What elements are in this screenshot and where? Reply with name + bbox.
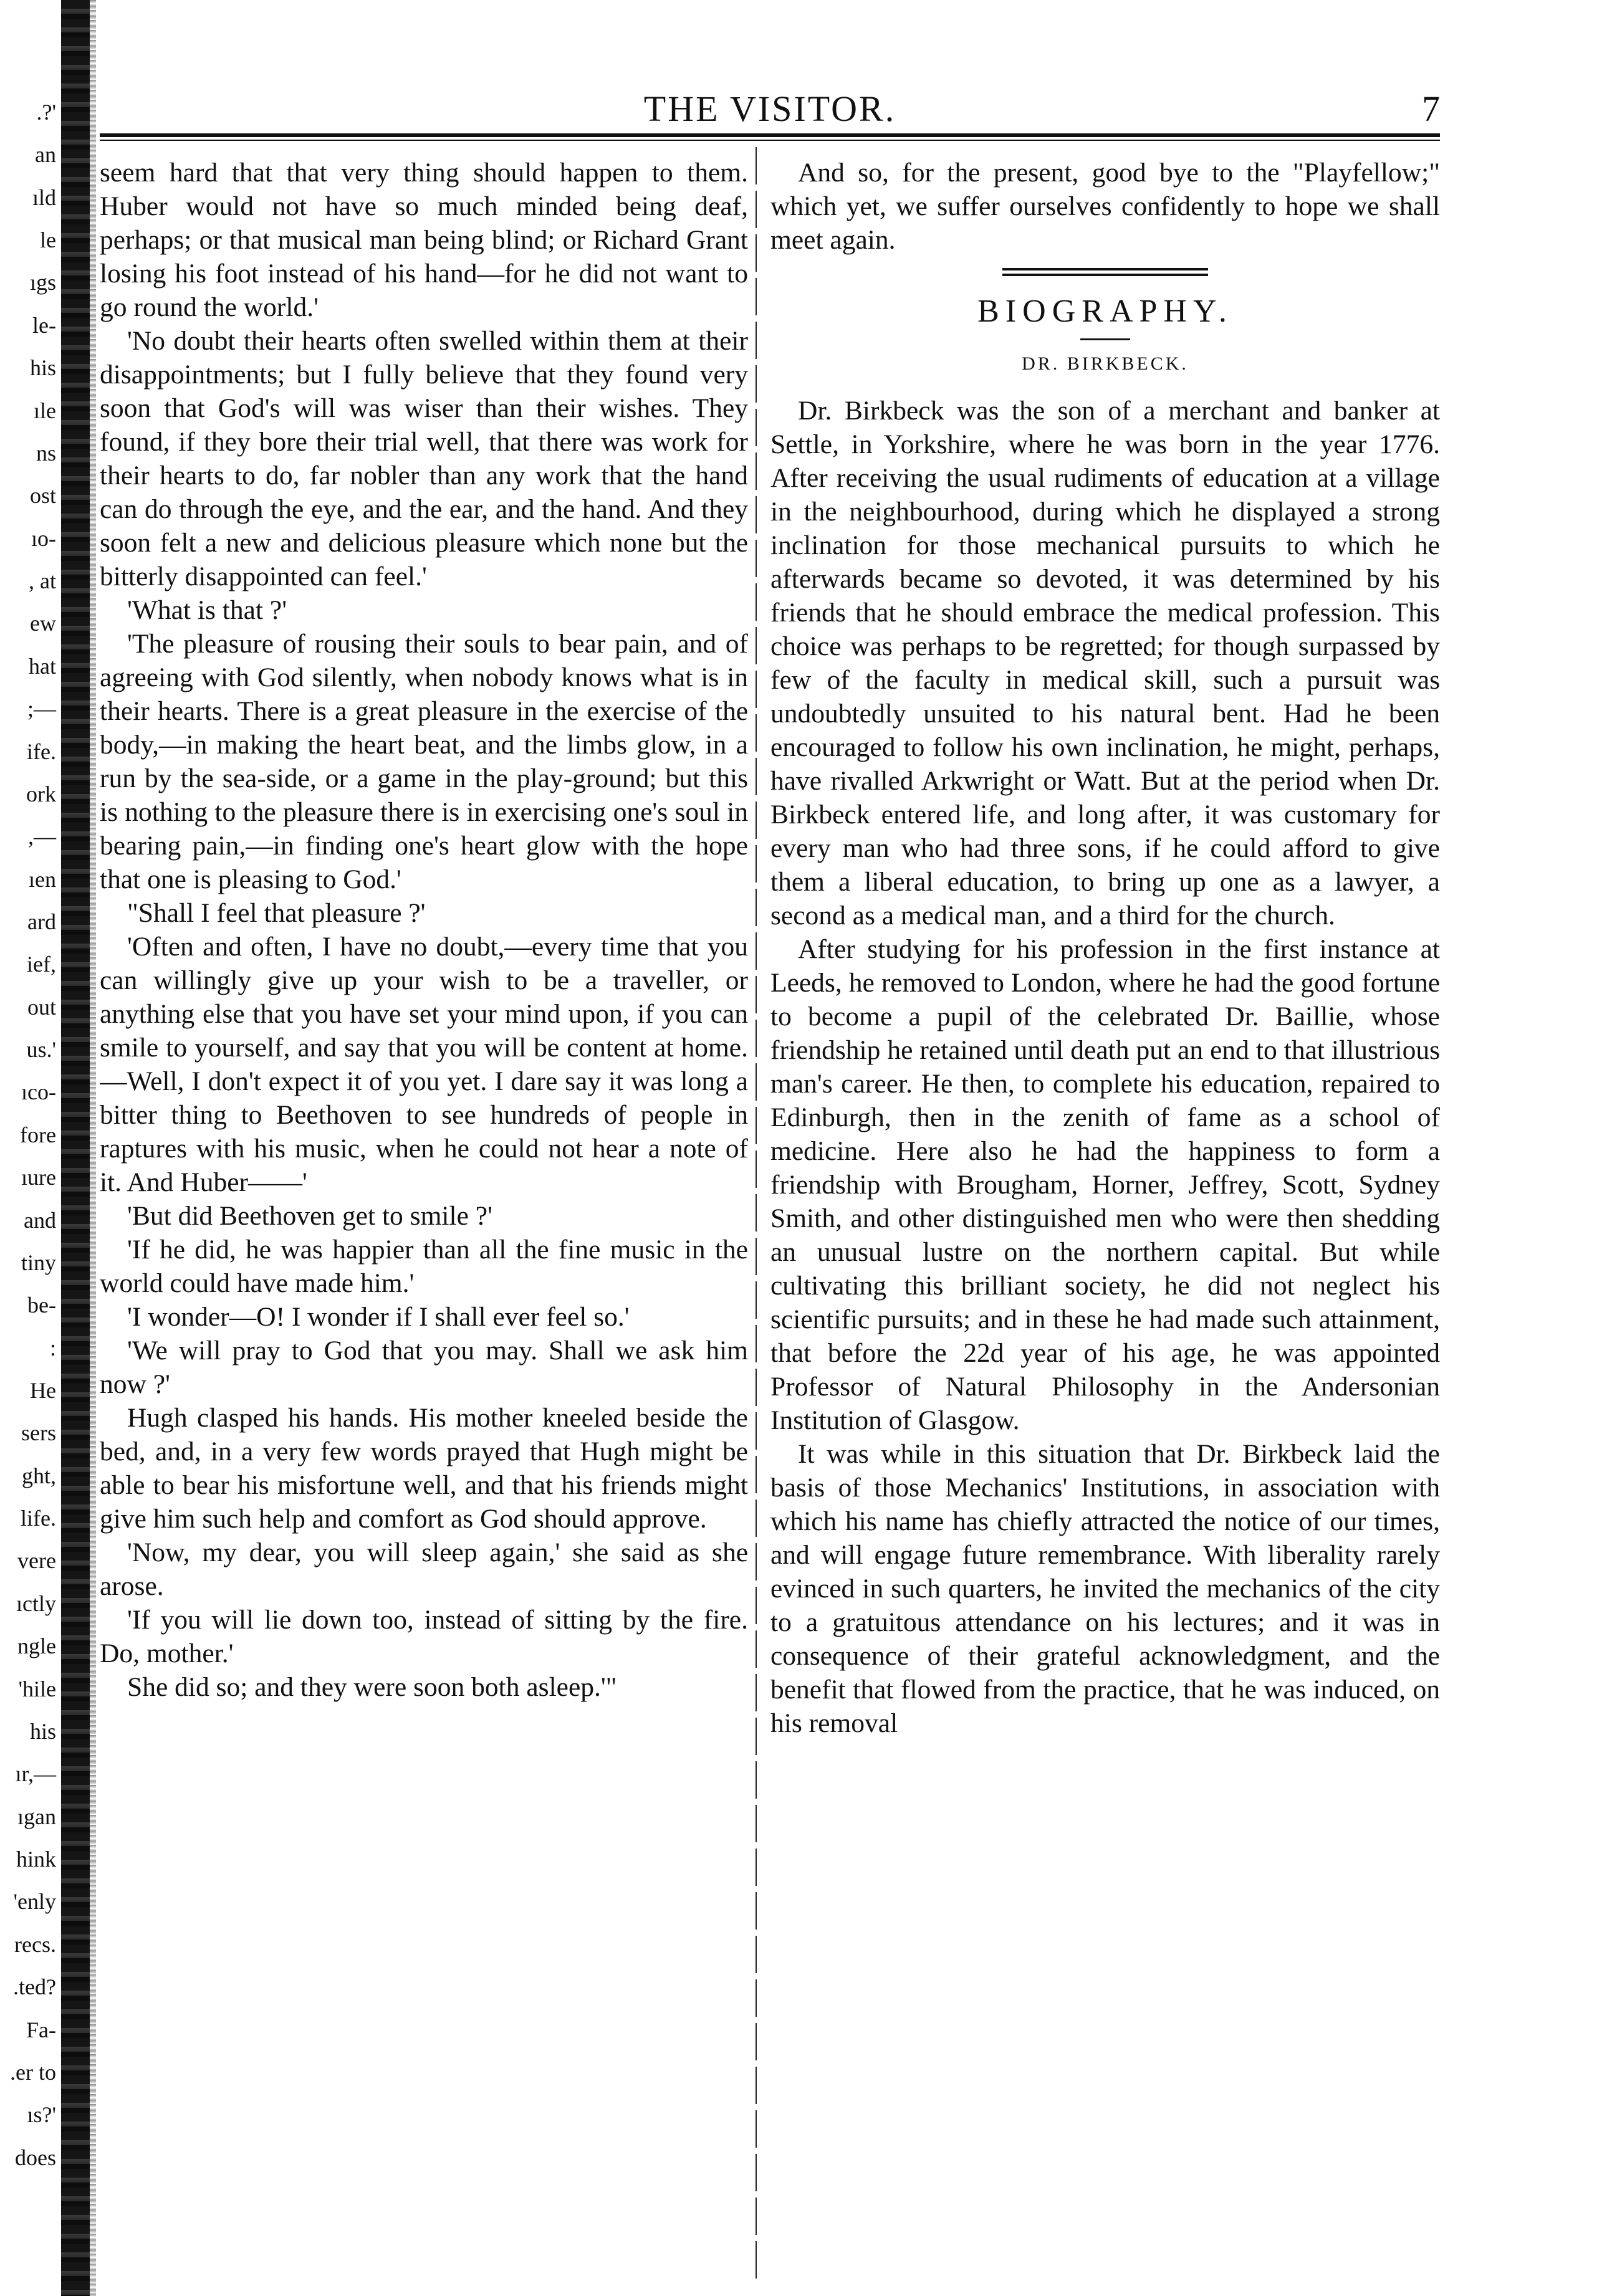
paragraph: "Shall I feel that pleasure ?' (127, 898, 426, 928)
margin-fragment: ght, (21, 1463, 56, 1488)
margin-fragment: vere (17, 1548, 56, 1573)
margin-fragment: be- (27, 1293, 56, 1318)
paragraph: 'If he did, he was happier than all the fine music in the world could have made him.' (100, 1235, 748, 1298)
paragraph: It was while in this situation that Dr. Birkbeck laid the basis of those Mechanics' Institutions, in association with which his name has chiefly attracted the notice of our times, and will engage future remembrance. With liberality rarely evinced in such quarters, he invited the mechanics of the city to a gratuitous attendance on his lectures; and it was in consequence of their grateful acknowledgment, and the benefit that flowed from the practice, that he was induced, on his removal (770, 1439, 1440, 1738)
margin-fragment: ard (27, 909, 56, 934)
paragraph: Dr. Birkbeck was the son of a merchant and banker at Settle, in Yorkshire, where he was born in the year 1776. After receiving the usual rudiments of education at a village in the neighbourhood, during which he displayed a strong inclination for those mechanical pursuits to which he afterwards became so devoted, it was determined by his friends that he should embrace the medical profession. This choice was perhaps to be regretted; for though surpassed by few of the faculty in medical skill, such a pursuit was undoubtedly unsuited to his natural bent. Had he been encouraged to follow his own inclination, he might, perhaps, have rivalled Arkwright or Watt. But at the period when Dr. Birkbeck entered life, and long after, it was customary for every man who had three sons, if he could afford to give them a liberal education, to bring up one as a lawyer, a second as a medical man, and a third for the church. (770, 396, 1440, 930)
margin-fragment: ıen (29, 867, 56, 892)
margin-fragment: ıgs (29, 270, 56, 295)
header-rule-thin (100, 140, 1440, 141)
column-divider (756, 147, 757, 2279)
margin-fragment: ıctly (16, 1591, 56, 1616)
margin-fragment: ıo- (31, 526, 56, 551)
margin-fragment: fore (20, 1122, 56, 1147)
margin-fragment: ıgan (17, 1804, 56, 1829)
margin-fragment: : (49, 1336, 56, 1361)
right-column (770, 156, 1440, 2281)
paragraph: 'If you will lie down too, instead of sitting by the fire. Do, mother.' (100, 1605, 748, 1668)
paragraph: 'Now, my dear, you will sleep again,' she said as she arose. (100, 1538, 748, 1601)
paragraph: seem hard that that very thing should happen to them. Huber would not have so much minded being deaf, perhaps; or that musical man being blind; or Richard Grant losing his foot instead of his hand—for he did not want to go round the world.' (100, 158, 748, 322)
margin-fragment: ngle (17, 1634, 56, 1658)
paragraph: 'But did Beethoven get to smile ?' (127, 1201, 492, 1231)
margin-fragment: hink (16, 1847, 56, 1872)
paragraph: After studying for his profession in the first instance at Leeds, he removed to London, where he had the good fortune to become a pupil of the celebrated Dr. Baillie, whose friendship he retained until death put an end to that illustrious man's career. He then, to complete his education, repaired to Edinburgh, then in the zenith of fame as a school of medicine. Here also he had the happiness to form a friendship with Brougham, Horner, Jeffrey, Scott, Sydney Smith, and other distinguished men who were then shedding an unusual lustre on the northern capital. But while cultivating this brilliant society, he did not neglect his scientific pursuits; and in these he had made such attainment, that before the 22d year of his age, he was appointed Professor of Natural Philosophy in the Andersonian Institution of Glasgow. (770, 934, 1440, 1435)
margin-fragment: ew (30, 611, 56, 636)
paragraph: 'No doubt their hearts often swelled within them at their disappointments; but I fully believe that they found very soon that God's will was wiser than their wishes. They found, if they bore their trial well, that there was work for their hearts to do, far nobler than any work that the hand can do through the eye, and the ear, and the hand. And they soon felt a new and delicious pleasure which none but the bitterly disappointed can feel.' (100, 326, 748, 591)
margin-fragment: us.' (26, 1037, 56, 1062)
margin-fragment: ,— (28, 824, 56, 849)
margin-fragment: ife. (27, 739, 56, 764)
previous-page-margin (0, 100, 57, 2219)
margin-fragment: le (40, 227, 56, 252)
margin-fragment: ıld (32, 185, 56, 210)
left-column (100, 156, 748, 2281)
margin-fragment: an (35, 142, 56, 167)
section-heading: BIOGRAPHY. (977, 294, 1233, 329)
paragraph: 'We will pray to God that you may. Shall we ask him now ?' (100, 1336, 748, 1399)
margin-fragment: ır,— (15, 1761, 56, 1786)
page-header (100, 87, 1440, 137)
margin-fragment: ıco- (21, 1079, 56, 1104)
intro-paragraph: And so, for the present, good bye to the "Playfellow;" which yet, we suffer ourselves confidently to hope we shall meet again. (770, 158, 1440, 255)
margin-fragment: 'enly (13, 1889, 56, 1914)
margin-fragment: his (29, 355, 56, 380)
margin-fragment: le- (32, 313, 56, 338)
margin-fragment: He (30, 1378, 56, 1403)
section-separator (1002, 268, 1208, 276)
paragraph: She did so; and they were soon both asleep.'" (127, 1672, 617, 1702)
margin-fragment: out (27, 995, 56, 1020)
heading-rule (1080, 338, 1130, 340)
margin-fragment: ıle (34, 398, 56, 423)
page-number: 7 (1422, 88, 1440, 129)
margin-fragment: 'hile (18, 1677, 56, 1701)
book-spine-shadow (61, 0, 90, 2296)
margin-fragment: ost (29, 483, 56, 508)
paragraph: 'Often and often, I have no doubt,—every time that you can willingly give up your wish to be a traveller, or anything else that you have set your mind upon, if you can smile to yourself, and say that you will be content at home.—Well, I don't expect it of you yet. I dare say it was long a bitter thing to Beethoven to see hundreds of people in raptures with his music, when he could not hear a note of it. And Huber——' (100, 932, 748, 1197)
paragraph: 'The pleasure of rousing their souls to bear pain, and of agreeing with God silently, when nobody knows what is in their hearts. There is a great pleasure in the exercise of the body,—in making the heart beat, and the limbs glow, in a run by the sea-side, or a game in the play-ground; but this is nothing to the pleasure there is in exercising one's soul in bearing pain,—in finding one's heart glow with the hope that one is pleasing to God.' (100, 629, 748, 894)
margin-fragment: Fa- (26, 2017, 56, 2042)
paragraph: 'What is that ?' (127, 595, 287, 625)
margin-fragment: and (24, 1208, 56, 1233)
margin-fragment: recs. (14, 1932, 56, 1957)
margin-fragment: ıs?' (27, 2102, 56, 2127)
header-rule-thick (100, 133, 1440, 137)
margin-fragment: , at (29, 568, 56, 593)
margin-fragment: .?' (36, 100, 56, 125)
margin-fragment: tiny (21, 1250, 56, 1275)
margin-fragment: ief, (27, 952, 56, 977)
page-title: THE VISITOR. (643, 88, 896, 129)
margin-fragment: life. (21, 1506, 56, 1531)
margin-fragment: .er to (10, 2060, 56, 2085)
paragraph: 'I wonder—O! I wonder if I shall ever feel so.' (127, 1302, 630, 1332)
margin-fragment: ns (36, 441, 56, 466)
paragraph: Hugh clasped his hands. His mother kneeled beside the bed, and, in a very few words prayed that Hugh might be able to bear his misfortune well, and that his friends might give him such help and comfort as God should approve. (100, 1403, 748, 1534)
margin-fragment: hat (29, 654, 56, 679)
margin-fragment: ıure (21, 1165, 56, 1190)
article-subheading: DR. BIRKBECK. (1022, 353, 1189, 374)
margin-fragment: ork (26, 782, 56, 806)
margin-fragment: .ted? (13, 1974, 56, 1999)
margin-fragment: sers (21, 1420, 56, 1445)
margin-fragment: ;— (27, 696, 56, 721)
margin-fragment: does (15, 2145, 56, 2170)
book-gutter-edge (90, 0, 96, 2296)
margin-fragment: his (29, 1719, 56, 1744)
